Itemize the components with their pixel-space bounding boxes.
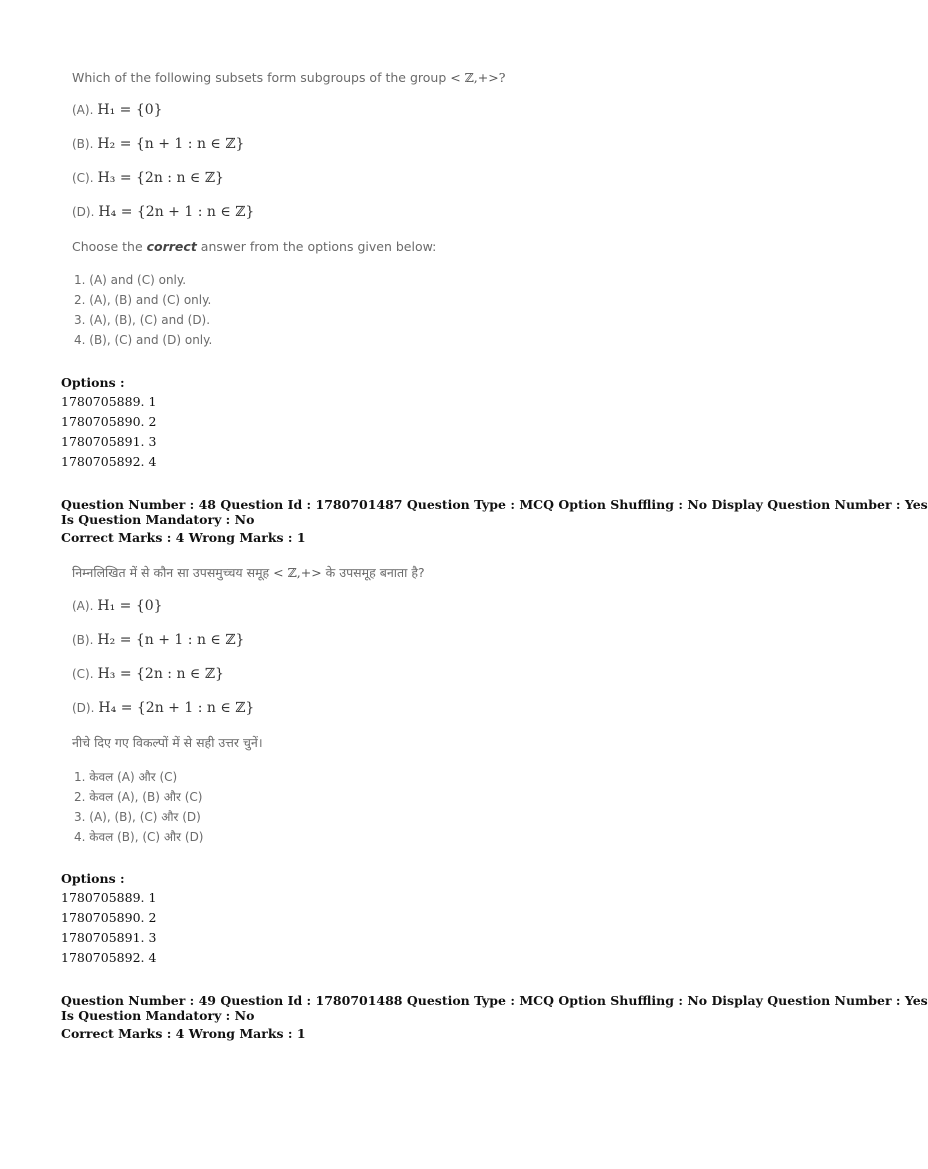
question-mandatory-line: Is Question Mandatory : No: [61, 512, 255, 527]
option-a: (A). H₁ = {0}: [72, 102, 163, 118]
answer-choice: 2. (A), (B) and (C) only.: [74, 293, 212, 307]
option-d: (D). H₄ = {2n + 1 : n ∈ ℤ}: [72, 700, 255, 716]
option-d: (D). H₄ = {2n + 1 : n ∈ ℤ}: [72, 204, 255, 220]
option-b: (B). H₂ = {n + 1 : n ∈ ℤ}: [72, 632, 245, 648]
choose-instruction: Choose the correct answer from the options given below:: [72, 239, 437, 254]
option-id-line: 1780705891. 3: [61, 930, 157, 945]
option-c: (C). H₃ = {2n : n ∈ ℤ}: [72, 170, 224, 186]
question-stem: Which of the following subsets form subgroups of the group < ℤ,+>?: [72, 70, 506, 85]
choose-instruction: नीचे दिए गए विकल्पों में से सही उत्तर चुनें।: [72, 735, 263, 750]
question-mandatory-line: Is Question Mandatory : No: [61, 1008, 255, 1023]
answer-choice: 3. (A), (B), (C) और (D): [74, 810, 201, 824]
option-id-line: 1780705889. 1: [61, 890, 157, 905]
answer-choice: 1. (A) and (C) only.: [74, 273, 187, 287]
question-meta-line: Question Number : 49 Question Id : 1780701488 Question Type : MCQ Option Shuffling : No Display Question Number : Yes: [61, 993, 928, 1008]
answer-choice: 2. केवल (A), (B) और (C): [74, 790, 203, 804]
option-a: (A). H₁ = {0}: [72, 598, 163, 614]
option-id-line: 1780705892. 4: [61, 454, 157, 469]
options-heading: Options :: [61, 871, 125, 886]
answer-choice: 1. केवल (A) और (C): [74, 770, 178, 784]
answer-choice: 4. (B), (C) and (D) only.: [74, 333, 213, 347]
answer-choice: 3. (A), (B), (C) and (D).: [74, 313, 211, 327]
option-id-line: 1780705892. 4: [61, 950, 157, 965]
marks-line: Correct Marks : 4 Wrong Marks : 1: [61, 530, 306, 545]
option-id-line: 1780705890. 2: [61, 414, 157, 429]
option-id-line: 1780705890. 2: [61, 910, 157, 925]
option-c: (C). H₃ = {2n : n ∈ ℤ}: [72, 666, 224, 682]
marks-line: Correct Marks : 4 Wrong Marks : 1: [61, 1026, 306, 1041]
answer-choice: 4. केवल (B), (C) और (D): [74, 830, 204, 844]
option-b: (B). H₂ = {n + 1 : n ∈ ℤ}: [72, 136, 245, 152]
options-heading: Options :: [61, 375, 125, 390]
question-image-hindi: [72, 562, 552, 852]
question-image-english: [72, 68, 552, 358]
question-stem: निम्नलिखित में से कौन सा उपसमुच्चय समूह < ℤ,+> के उपसमूह बनाता है?: [72, 565, 425, 580]
option-id-line: 1780705891. 3: [61, 434, 157, 449]
question-meta-line: Question Number : 48 Question Id : 1780701487 Question Type : MCQ Option Shuffling : No Display Question Number : Yes: [61, 497, 928, 512]
option-id-line: 1780705889. 1: [61, 394, 157, 409]
